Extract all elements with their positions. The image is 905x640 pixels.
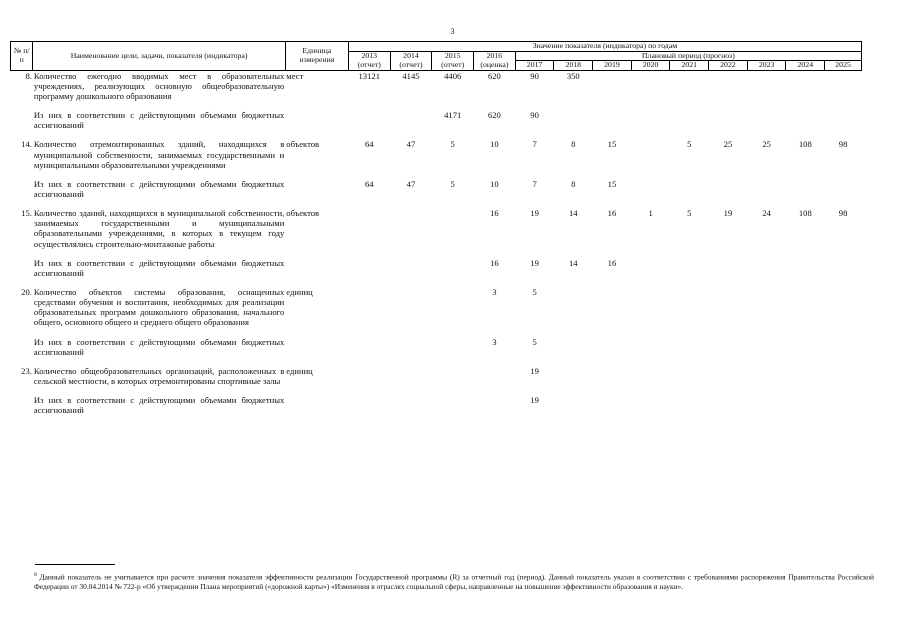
value-2019 [593,395,632,415]
value-2021 [670,70,709,101]
value-2013 [348,337,390,357]
value-2014 [390,258,432,278]
value-2019 [593,70,632,101]
value-2019: 16 [607,257,617,268]
col-header-year-2016 [474,51,516,70]
value-2018 [554,287,593,328]
value-2016: 3 [492,336,497,347]
value-2013: 64 [364,178,374,189]
value-2020 [631,337,670,357]
value-2014 [390,366,432,386]
value-2017: 19 [530,365,539,376]
value-2023 [747,287,786,328]
row-spacer [11,170,862,179]
value-2016: 3 [492,286,497,297]
value-2021 [670,179,709,199]
value-2015 [432,287,474,328]
col-header-year-2017: 2017 [515,61,554,71]
value-2014 [390,337,432,357]
value-2022 [709,70,748,101]
value-2023 [747,258,786,278]
value-2020 [631,366,670,386]
value-2022: 25 [723,139,733,150]
value-2017: 90 [530,110,539,121]
value-2018 [554,395,593,415]
value-2018: 8 [571,178,576,189]
row-spacer-cell [11,101,862,110]
indicator-name: Количество ежегодно вводимых мест в образовательных учреждениях, реализующих основную общеобразовательную программу дошкольного образования [33,70,285,101]
value-2015: 4406 [444,70,462,81]
col-header-year-2025: 2025 [825,61,862,71]
sub-indicator-row [11,395,862,415]
indicator-row [11,366,862,386]
value-2024 [786,287,825,328]
value-2022 [709,366,748,386]
value-2017: 90 [530,70,539,81]
value-2017: 7 [532,178,537,189]
row-spacer-cell [11,249,862,258]
value-2022 [709,287,748,328]
value-2019 [593,366,632,386]
value-2025 [825,179,862,199]
value-2021 [670,395,709,415]
value-2021 [670,337,709,357]
sub-indicator-row [11,110,862,130]
value-2013 [348,110,390,130]
value-2015 [432,395,474,415]
row-number [11,337,33,357]
footnote [34,572,874,592]
row-spacer-cell [11,386,862,395]
row-spacer [11,101,862,110]
value-2017: 19 [530,257,539,268]
indicator-unit: объектов [286,208,320,219]
indicator-name: Из них в соответствии с действующими объемами бюджетных ассигнований [33,336,285,357]
indicator-name: Из них в соответствии с действующими объемами бюджетных ассигнований [33,110,285,131]
value-2013: 64 [364,139,374,150]
value-2023 [747,395,786,415]
row-spacer [11,130,862,139]
value-2018 [554,110,593,130]
indicator-row [11,139,862,169]
row-number [11,395,33,415]
sub-indicator-row [11,179,862,199]
value-2015 [432,337,474,357]
value-2024: 108 [798,139,812,150]
value-2017: 19 [530,208,539,219]
sub-indicator-row [11,258,862,278]
value-2021 [670,258,709,278]
indicator-name: Из них в соответствии с действующими объемами бюджетных ассигнований [33,178,285,199]
value-2014 [390,110,432,130]
value-2025 [825,337,862,357]
value-2014 [390,395,432,415]
value-2023 [747,337,786,357]
value-2017: 5 [532,286,537,297]
value-2025 [825,110,862,130]
footnote-separator [35,564,115,565]
value-2016: 16 [490,208,499,219]
value-2023 [747,110,786,130]
col-header-name: Наименование цели, задачи, показателя (индикатора) [33,42,285,71]
value-2020 [631,179,670,199]
value-2013 [348,287,390,328]
indicator-row [11,208,862,249]
value-2014: 47 [406,139,416,150]
year-label: 2015 [444,51,461,61]
col-header-unit: Единица измерения [285,42,348,71]
value-2024 [786,366,825,386]
value-2024 [786,395,825,415]
indicator-row [11,287,862,328]
value-2025 [825,287,862,328]
row-spacer [11,199,862,208]
value-2025: 98 [838,208,848,219]
row-number [11,110,33,130]
indicator-row [11,70,862,101]
value-2025 [825,395,862,415]
value-2023 [747,366,786,386]
value-2016: 620 [487,110,501,121]
row-spacer-cell [11,130,862,139]
value-2014: 4145 [402,70,420,81]
row-spacer-cell [11,328,862,337]
value-2016 [474,395,516,415]
value-2024 [786,110,825,130]
row-spacer [11,386,862,395]
value-2015: 5 [450,139,455,150]
value-2021: 5 [687,208,692,219]
value-2023: 25 [762,139,771,150]
sub-indicator-row [11,337,862,357]
indicator-unit [285,179,348,199]
indicator-unit [285,337,348,357]
value-2020 [631,258,670,278]
value-2016: 16 [490,257,499,268]
col-header-year-2024: 2024 [786,61,825,71]
row-number: 23. [21,365,32,376]
indicator-unit: мест [286,70,304,81]
row-spacer [11,357,862,366]
value-2022 [709,337,748,357]
value-2018: 8 [571,139,576,150]
value-2022 [709,110,748,130]
row-number: 15. [21,208,32,219]
value-2013 [348,208,390,249]
value-2024 [786,70,825,101]
value-2020 [631,287,670,328]
value-2023 [747,70,786,101]
col-header-year-2019: 2019 [593,61,632,71]
col-header-num: № п/п [11,42,33,71]
year-note: (отчет) [441,59,465,69]
value-2024 [786,258,825,278]
col-header-year-2015 [432,51,474,70]
value-2024 [786,179,825,199]
value-2014 [390,208,432,249]
col-header-plan-period: Плановый период (прогноз) [515,51,861,61]
value-2015: 5 [450,178,455,189]
value-2021 [670,366,709,386]
value-2019: 15 [607,139,617,150]
col-header-year-2020: 2020 [631,61,670,71]
row-spacer-cell [11,199,862,208]
value-2025 [825,70,862,101]
col-header-year-2013 [348,51,390,70]
value-2024: 108 [798,208,812,219]
col-header-year-2014 [390,51,432,70]
value-2025: 98 [838,139,848,150]
value-2017: 5 [532,336,537,347]
row-number: 14. [21,139,32,150]
value-2017: 7 [532,139,537,150]
value-2020 [631,395,670,415]
indicator-name: Количество отремонтированных зданий, находящихся в муниципальной собственности, занимаемых государственными и муниципальными образовательными учреждениями [33,139,285,170]
value-2013 [348,395,390,415]
page-number: 3 [450,27,455,36]
row-spacer-cell [11,278,862,287]
indicator-unit [285,110,348,130]
value-2018: 350 [566,70,580,81]
value-2013 [348,258,390,278]
row-spacer-cell [11,357,862,366]
row-spacer-cell [11,170,862,179]
indicator-unit: единиц [286,286,313,297]
year-label: 2013 [361,51,378,61]
indicator-unit [285,258,348,278]
indicator-unit: единиц [286,365,313,376]
indicator-name: Количество общеобразовательных организаций, расположенных в сельской местности, в которых отремонтированы спортивные залы [33,365,285,386]
row-spacer [11,328,862,337]
value-2020: 1 [648,208,653,219]
value-2019 [593,287,632,328]
col-header-year-2018: 2018 [554,61,593,71]
value-2016 [474,366,516,386]
row-spacer [11,278,862,287]
value-2022 [709,258,748,278]
indicator-name: Из них в соответствии с действующими объемами бюджетных ассигнований [33,257,285,278]
value-2016: 10 [490,178,499,189]
row-number: 20. [21,286,32,297]
value-2025 [825,366,862,386]
col-header-year-2022: 2022 [709,61,748,71]
value-2023 [747,179,786,199]
value-2013 [348,366,390,386]
value-2021 [670,287,709,328]
col-header-year-2021: 2021 [670,61,709,71]
value-2016: 620 [487,70,501,81]
col-header-values-group: Значение показателя (индикатора) по годам [348,42,861,52]
footnote-text: Данный показатель не учитывается при расчете значения показателя эффективности реализации Государственной программы (R) за отчетный год (период). Данный показатель указан в соответствии с требованиями распоряжения Правительства Российской Федерации от 30.04.2014 № 722-р «Об утверждении Плана мероприятий («дорожной карты») «Изменения в отраслях социальной сферы, направленные на повышение эффективности образования и науки». [34,572,875,592]
indicator-unit: объектов [286,139,320,150]
value-2022 [709,395,748,415]
value-2016: 10 [490,139,499,150]
value-2021 [670,110,709,130]
value-2022: 19 [723,208,733,219]
value-2025 [825,258,862,278]
indicator-unit [285,395,348,415]
year-note: (отчет) [357,59,381,69]
row-number [11,179,33,199]
value-2018 [554,337,593,357]
value-2022 [709,179,748,199]
value-2015 [432,258,474,278]
value-2018 [554,366,593,386]
year-note: (оценка) [480,59,509,69]
year-label: 2016 [486,51,503,61]
row-number [11,258,33,278]
value-2020 [631,139,670,169]
value-2018: 14 [568,208,578,219]
value-2017: 19 [530,395,539,406]
indicator-name: Количество зданий, находящихся в муниципальной собственности, занимаемых государственными и муниципальными образовательными учреждениями, в которых в текущем году осуществлялись строительно-монтажные работы [33,208,285,249]
value-2021: 5 [687,139,692,150]
value-2023: 24 [762,208,771,219]
value-2015 [432,366,474,386]
value-2019: 16 [607,208,617,219]
value-2015: 4171 [444,110,462,121]
indicator-table [10,41,862,415]
value-2019 [593,337,632,357]
value-2014: 47 [406,178,416,189]
value-2019 [593,110,632,130]
indicator-name: Количество объектов системы образования, оснащенных средствами обучения и воспитания, необходимых для реализации образовательных программ дошкольного образования, начального общего, основного общего и среднего общего образования [33,286,285,328]
indicator-name: Из них в соответствии с действующими объемами бюджетных ассигнований [33,395,285,416]
col-header-year-2023: 2023 [747,61,786,71]
value-2015 [432,208,474,249]
year-note: (отчет) [399,59,423,69]
value-2019: 15 [607,178,617,189]
value-2024 [786,337,825,357]
value-2018: 14 [568,257,578,268]
year-label: 2014 [403,51,419,61]
value-2013: 13121 [358,70,380,81]
value-2014 [390,287,432,328]
value-2020 [631,70,670,101]
footnote-marker: 8 [34,572,37,578]
row-number: 8. [25,70,32,81]
value-2020 [631,110,670,130]
row-spacer [11,249,862,258]
